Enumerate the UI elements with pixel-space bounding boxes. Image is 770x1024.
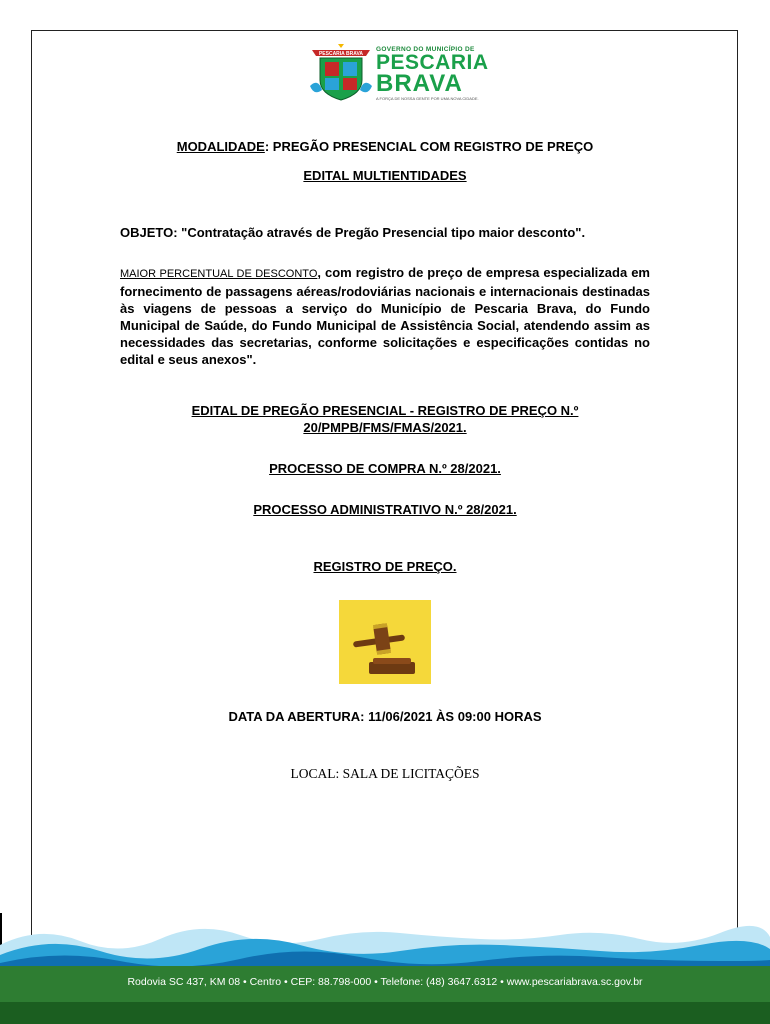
objeto-line — [120, 224, 650, 241]
registro-preco: REGISTRO DE PREÇO. — [313, 559, 457, 574]
gavel-image — [339, 600, 431, 684]
decorative-waves — [0, 905, 770, 975]
objeto-description — [120, 264, 650, 368]
local-line: LOCAL: SALA DE LICITAÇÕES — [290, 766, 480, 781]
processo-compra: PROCESSO DE COMPRA N.º 28/2021. — [269, 461, 501, 476]
modalidade-label: MODALIDADE — [176, 139, 265, 154]
edital-type: EDITAL MULTIENTIDADES — [303, 168, 467, 183]
footer-contact: Rodovia SC 437, KM 08 • Centro • CEP: 88.798-000 • Telefone: (48) 3647.6312 • www.pescariabrava.sc.gov.br — [127, 976, 643, 988]
logo-government-line: GOVERNO DO MUNICÍPIO DE — [376, 46, 475, 53]
objeto-text: "Contratação através de Pregão Presencial tipo maior desconto". — [181, 225, 586, 240]
logo-banner-text: PESCARIA BRAVA — [318, 51, 364, 57]
modalidade-value: : PREGÃO PRESENCIAL COM REGISTRO DE PREÇO — [264, 139, 594, 154]
objeto-label: OBJETO: — [120, 225, 182, 240]
municipality-logo — [308, 42, 488, 104]
data-abertura: DATA DA ABERTURA: 11/06/2021 ÀS 09:00 HORAS — [228, 709, 542, 724]
edital-line1: EDITAL DE PREGÃO PRESENCIAL - REGISTRO DE PREÇO N.º — [191, 403, 579, 418]
processo-administrativo: PROCESSO ADMINISTRATIVO N.º 28/2021. — [253, 502, 517, 517]
gavel-icon — [339, 600, 431, 684]
logo-name-line1: PESCARIA — [376, 51, 489, 74]
edital-line2: 20/PMPB/FMS/FMAS/2021. — [303, 420, 467, 435]
logo-tagline: A FORÇA DE NOSSA GENTE POR UMA NOVA CIDADE. — [376, 96, 479, 101]
description-lead: MAIOR PERCENTUAL DE DESCONTO — [120, 268, 318, 280]
description-text: , com registro de preço de empresa especializada em fornecimento de passagens aéreas/rodoviárias nacionais e internacionais destinadas às viagens de pessoas a serviço do Município de Pescaria Brava, do Fundo Municipal de Saúde, do Fundo Municipal de Assistência Social, atendendo assim as necessidades das secretarias, conforme solicitações e especificações contidas no edital e seus anexos". — [120, 265, 650, 367]
logo-name-line2: BRAVA — [376, 70, 463, 97]
modalidade-heading — [0, 139, 770, 154]
coat-of-arms-icon — [308, 42, 374, 104]
footer-stripe — [0, 1002, 770, 1024]
